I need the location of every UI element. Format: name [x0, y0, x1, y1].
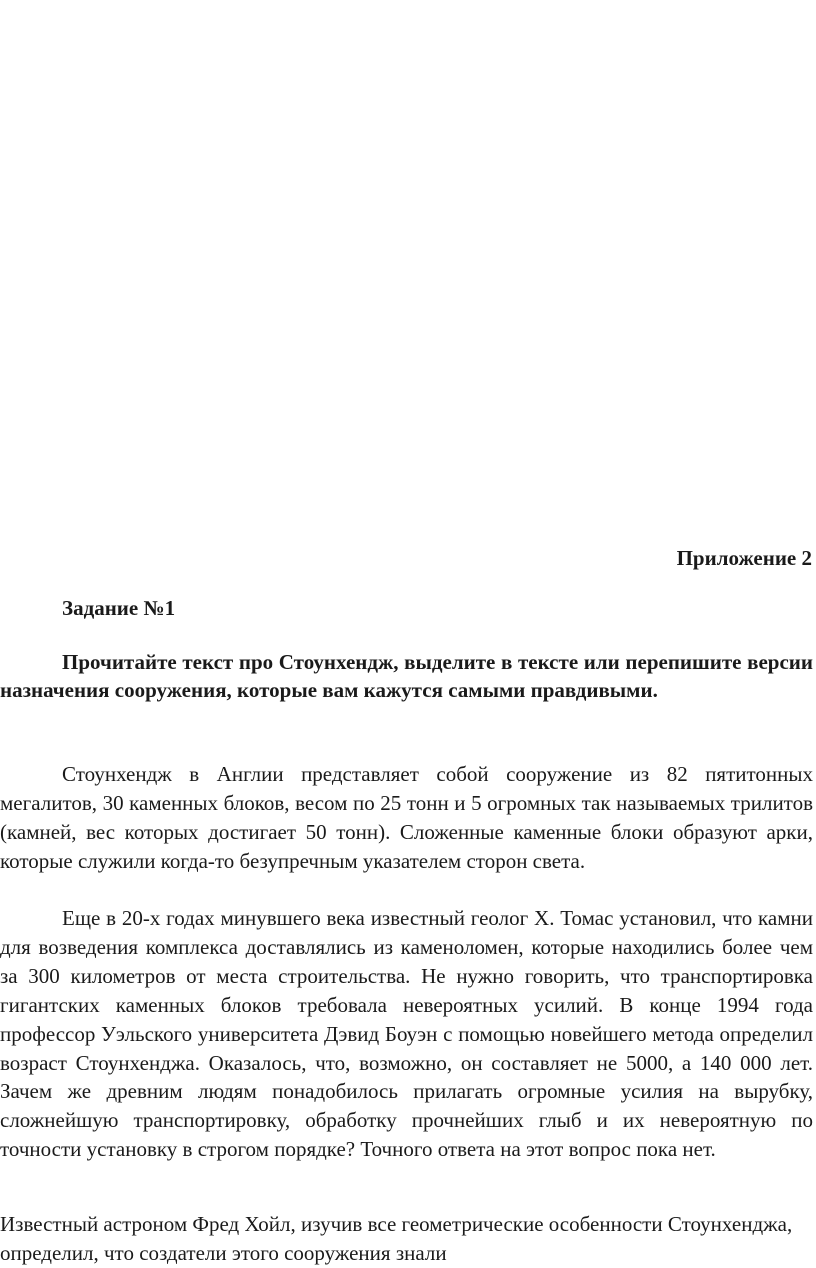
paragraph-3: Известный астроном Фред Хойл, изучив все геометрические особенности Стоунхенджа, определил, что создатели этого сооружения знали: [0, 1212, 793, 1265]
paragraph-1: Стоунхендж в Англии представляет собой сооружение из 82 пятитонных мегалитов, 30 каменных блоков, весом по 25 тонн и 5 огромных так называемых трилитов (камней, вес которых достигает 50 тонн). Сложенные каменные блоки образуют арки, которые служили когда-то безупречным указателем сторон света.: [0, 762, 813, 873]
paragraph-2: Еще в 20-х годах минувшего века известный геолог Х. Томас установил, что камни для возведения комплекса доставлялись из каменоломен, которые находились более чем за 300 километров от места строительства. Не нужно говорить, что транспортировка гигантских каменных блоков требовала невероятных усилий. В конце 1994 года профессор Уэльского университета Дэвид Боуэн с помощью новейшего метода определил возраст Стоунхенджа. Оказалось, что, возможно, он составляет не 5000, а 140 000 лет. Зачем же древним людям понадобилось прилагать огромные усилия на вырубку, сложнейшую транспортировку, обработку прочнейших глыб и их невероятную по точности установку в строгом порядке? Точного ответа на этот вопрос пока нет.: [0, 906, 813, 1162]
task-title: Задание №1: [62, 596, 176, 620]
appendix-label: Приложение 2: [676, 546, 812, 570]
task-instruction: Прочитайте текст про Стоунхендж, выделите в тексте или перепишите версии назначения сооружения, которые вам кажутся самыми правдивыми.: [0, 650, 813, 702]
